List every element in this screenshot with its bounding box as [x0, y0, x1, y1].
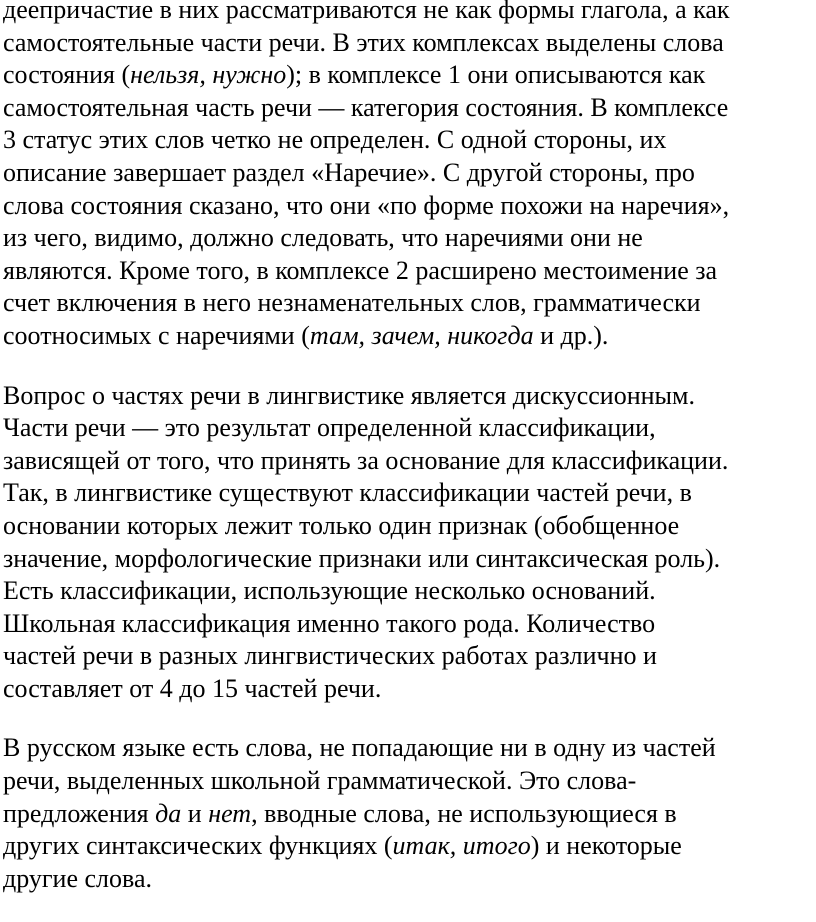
paragraph-3	[3, 732, 811, 895]
text-line	[3, 673, 811, 706]
text-line	[3, 380, 811, 413]
text-segment: ) и некоторые	[530, 831, 682, 861]
text-segment: самостоятельные части речи. В этих комплексах выделены слова	[3, 27, 724, 57]
text-segment: и др.).	[533, 320, 609, 350]
text-segment: Части речи — это результат определенной классификации,	[3, 413, 656, 443]
text-segment: ); в комплексе 1 они описываются как	[286, 60, 706, 90]
text-line	[3, 287, 811, 320]
text-segment: счет включения в него незнаменательных слов, грамматически	[3, 288, 701, 318]
document-page	[3, 0, 811, 922]
text-segment: состояния (	[3, 60, 131, 90]
text-line	[3, 765, 811, 798]
text-segment: соотносимых с наречиями (	[3, 320, 310, 350]
text-line	[3, 27, 811, 60]
text-segment: и	[181, 798, 209, 828]
paragraph-1	[3, 0, 811, 353]
text-segment: из чего, видимо, должно следовать, что наречиями они не	[3, 223, 643, 253]
text-segment: Так, в лингвистике существуют классификации частей речи, в	[3, 478, 692, 508]
text-line	[3, 412, 811, 445]
italic-term: там, зачем, никогда	[309, 320, 534, 350]
text-line	[3, 732, 811, 765]
text-line	[3, 798, 811, 831]
italic-term: итак, итого	[392, 831, 531, 861]
paragraph-2	[3, 380, 811, 706]
text-line	[3, 575, 811, 608]
text-segment: описание завершает раздел «Наречие». С другой стороны, про	[3, 157, 695, 187]
text-line	[3, 863, 811, 896]
text-line	[3, 640, 811, 673]
text-segment: речи, выделенных школьной грамматической. Это слова-	[3, 766, 637, 796]
text-segment: другие слова.	[3, 863, 152, 893]
italic-term: нельзя, нужно	[130, 60, 287, 90]
text-segment: являются. Кроме того, в комплексе 2 расширено местоимение за	[3, 255, 718, 285]
text-segment: Школьная классификация именно такого рода. Количество	[3, 608, 656, 638]
italic-term: нет	[208, 798, 252, 828]
text-line	[3, 543, 811, 576]
text-segment: , вводные слова, не использующиеся в	[251, 798, 677, 828]
text-segment: значение, морфологические признаки или синтаксическая роль).	[3, 543, 721, 573]
text-line	[3, 510, 811, 543]
text-segment: других синтаксических функциях (	[3, 831, 393, 861]
text-segment: слова состояния сказано, что они «по форме похожи на наречия»,	[3, 190, 730, 220]
text-segment: предложения	[3, 798, 156, 828]
text-segment: зависящей от того, что принять за основание для классификации.	[3, 445, 729, 475]
text-line	[3, 445, 811, 478]
text-line	[3, 222, 811, 255]
text-line	[3, 477, 811, 510]
text-line	[3, 124, 811, 157]
text-line	[3, 0, 811, 27]
text-line	[3, 608, 811, 641]
text-line	[3, 255, 811, 288]
text-line	[3, 59, 811, 92]
text-line	[3, 830, 811, 863]
text-segment: частей речи в разных лингвистических работах различно и	[3, 641, 657, 671]
text-segment: самостоятельная часть речи — категория состояния. В комплексе	[3, 92, 729, 122]
text-segment: В русском языке есть слова, не попадающие ни в одну из частей	[3, 733, 716, 763]
text-segment: деепричастие в них рассматриваются не как формы глагола, а как	[3, 0, 730, 24]
text-line	[3, 92, 811, 125]
text-line	[3, 157, 811, 190]
text-segment: 3 статус этих слов четко не определен. С одной стороны, их	[3, 125, 667, 155]
italic-term: да	[155, 798, 182, 828]
text-segment: Есть классификации, использующие несколько оснований.	[3, 576, 656, 606]
text-segment: основании которых лежит только один признак (обобщенное	[3, 510, 680, 540]
text-line	[3, 320, 811, 353]
text-segment: Вопрос о частях речи в лингвистике является дискуссионным.	[3, 380, 695, 410]
text-line	[3, 190, 811, 223]
text-segment: составляет от 4 до 15 частей речи.	[3, 673, 382, 703]
